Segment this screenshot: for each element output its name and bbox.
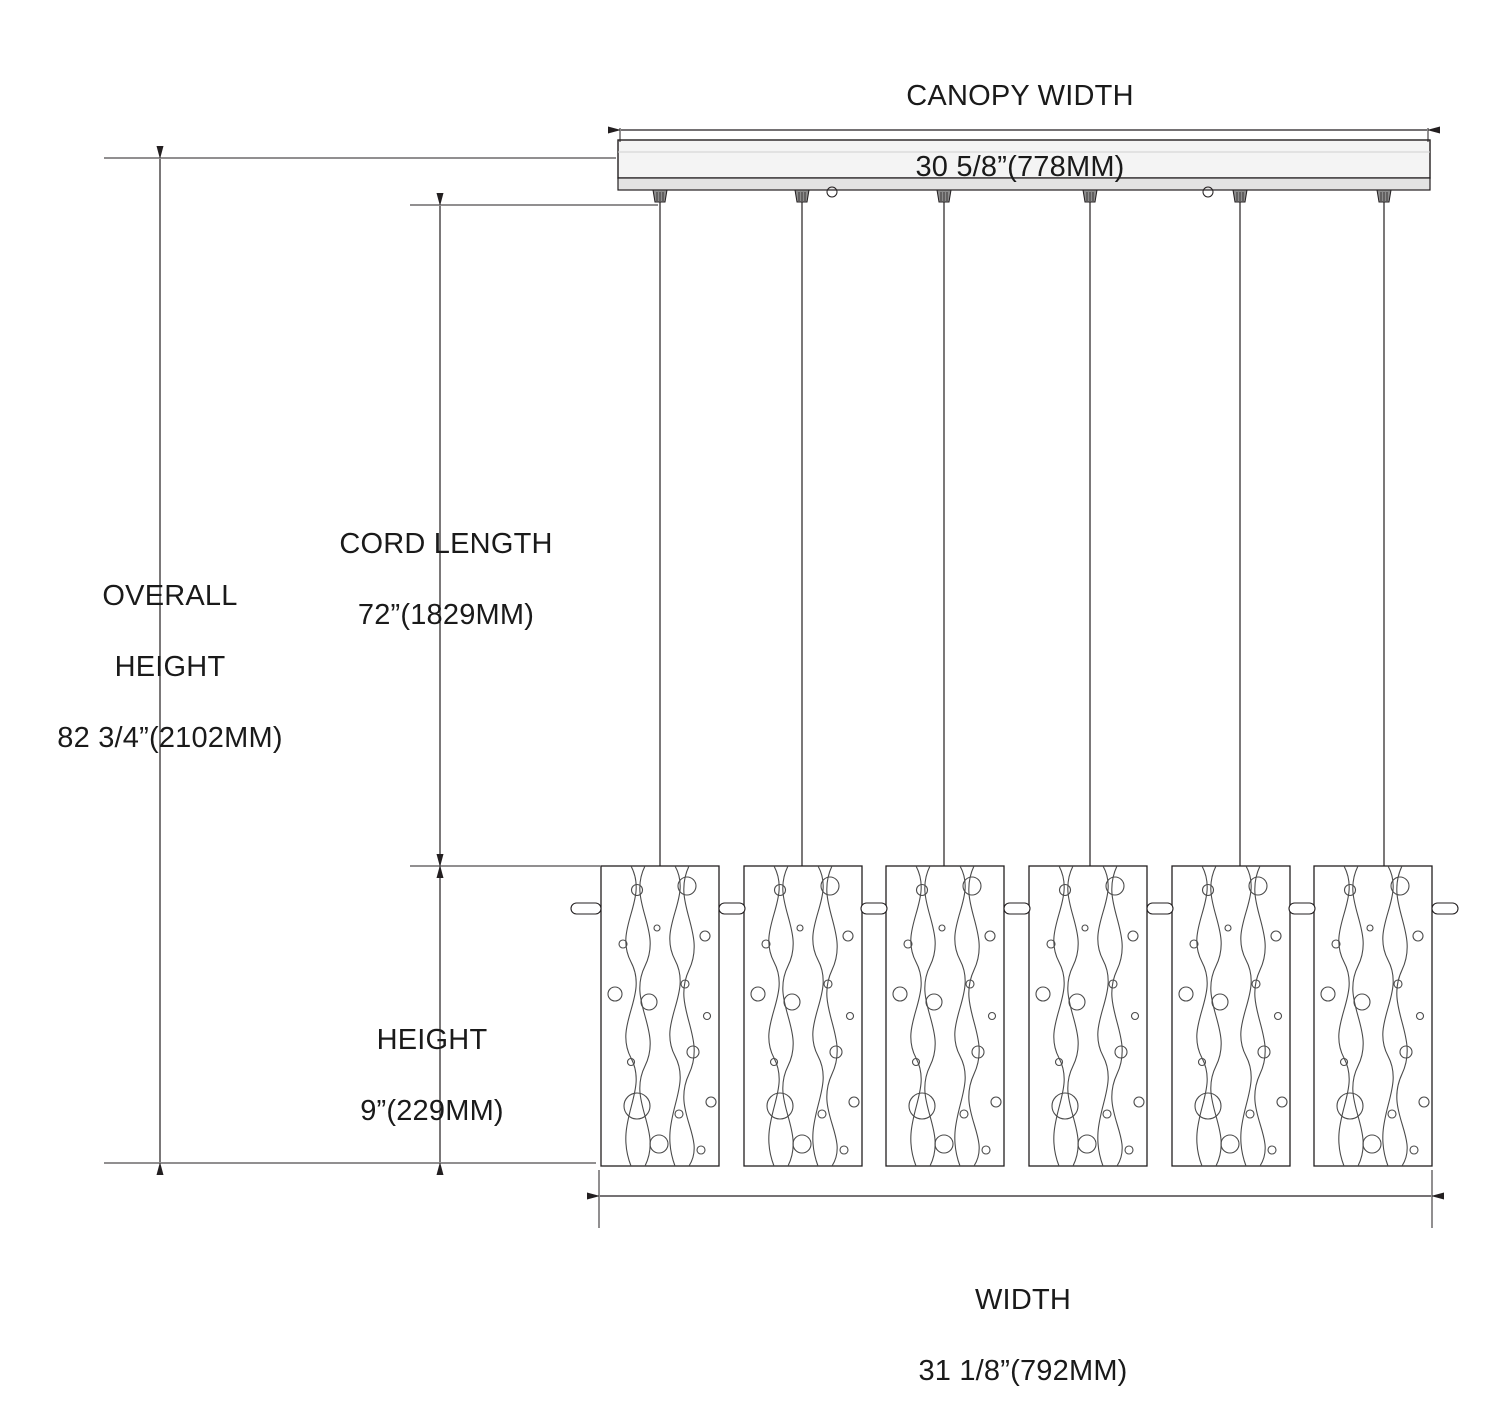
width-value: 31 1/8”(792MM) [918,1355,1128,1388]
overall-height-label [0,544,340,792]
width-label-text: WIDTH [974,1284,1072,1317]
overall-height-label-line1: OVERALL [102,580,238,613]
overall-height-value: 82 3/4”(2102MM) [57,721,283,754]
overall-height-label-line2: HEIGHT [114,651,226,684]
width-label [790,1248,1256,1425]
canopy-width-label-text: CANOPY WIDTH [906,80,1134,113]
cords [653,187,1391,880]
cord-length-value: 72”(1829MM) [357,599,535,632]
canopy-width-value: 30 5/8”(778MM) [915,151,1125,184]
cord-length-label-text: CORD LENGTH [339,528,553,561]
shade-height-value: 9”(229MM) [360,1095,504,1128]
shade-height-label [262,988,602,1165]
canopy-width-label [780,44,1260,221]
shade-height-label-text: HEIGHT [376,1024,488,1057]
